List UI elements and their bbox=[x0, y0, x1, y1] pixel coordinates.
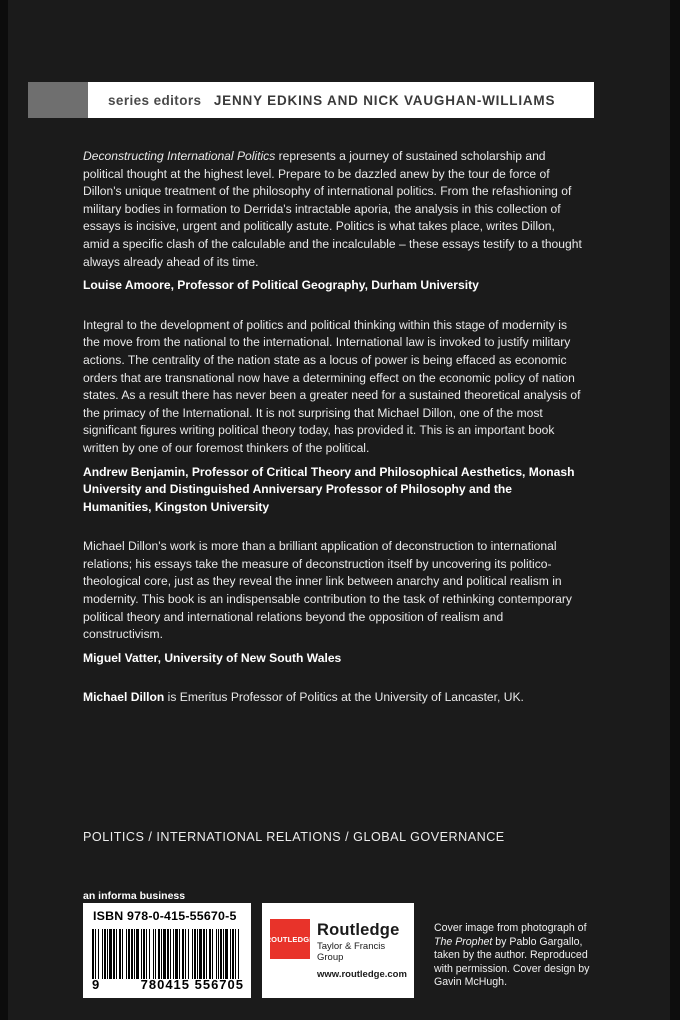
isbn-barcode-box bbox=[83, 903, 251, 998]
author-bio-text: is Emeritus Professor of Politics at the University of Lancaster, UK. bbox=[164, 690, 524, 705]
review-text: represents a journey of sustained scholarship and political thought at the highest level. Prepare to be dazzled anew by the tour de force of Dillon's unique treatment of the philosophy of international politics. From the refashioning of military bodies in formation to Derrida's intractable aporia, the analysis in this collection of essays is incisive, urgent and politically astute. Politics is what takes place, writes Dillon, amid a specific clash of the calculable and the incalculable – these essays testify to a thought always already ahead of its time. bbox=[83, 149, 582, 269]
cover-image-credit bbox=[434, 922, 594, 990]
barcode-digit-right: 780415 556705 bbox=[140, 977, 244, 992]
review-paragraph: Integral to the development of politics and political thinking within this stage of modernity is the move from the national to the international. International law is invoked to justify military actions. The centrality of the nation state as a locus of power is being effaced as economic orders that are transnational now have a determining effect on the economic policy of nation states. As a result there has never been a greater need for a sustained theoretical analysis of the primacy of the International. It is not surprising that Michael Dillon, one of the most significant figures writing political theory today, has provided it. This is an important book written by one of our foremost thinkers of the political. bbox=[83, 317, 581, 455]
author-name: Michael Dillon bbox=[83, 690, 165, 705]
barcode-digit-left: 9 bbox=[92, 977, 101, 992]
series-editors-names: JENNY EDKINS AND NICK VAUGHAN-WILLIAMS bbox=[213, 92, 556, 108]
credit-line2: by Pablo Gargallo, taken by the author. Reproduced with permission. Cover design by Gavin McHugh. bbox=[434, 935, 590, 989]
credit-italic-title: The Prophet bbox=[434, 935, 493, 948]
credit-line1: Cover image from photograph of bbox=[434, 922, 587, 934]
review-attribution: Louise Amoore, Professor of Political Geography, Durham University bbox=[83, 278, 479, 293]
review-paragraph: Michael Dillon's work is more than a brilliant application of deconstruction to international relations; his essays take the measure of deconstruction itself by uncovering its politico-theological core, just as they reveal the inner link between anarchy and political realism in modernity. This book is an indispensable contribution to the task of rethinking contemporary political theory and international relations beyond the opposition of realism and constructivism. bbox=[83, 539, 572, 642]
band-grey-block bbox=[28, 82, 88, 118]
barcode-digits bbox=[92, 977, 244, 992]
review-attribution: Andrew Benjamin, Professor of Critical Theory and Philosophical Aesthetics, Monash University and Distinguished Anniversary Professor of Philosophy and the Humanities, Kingston University bbox=[83, 464, 575, 514]
routledge-url: www.routledge.com bbox=[317, 969, 407, 980]
routledge-subtitle: Taylor & Francis Group bbox=[317, 941, 386, 963]
spine-strip bbox=[0, 0, 8, 1020]
series-editors-band bbox=[28, 82, 594, 118]
routledge-logo-box bbox=[262, 903, 414, 998]
subject-category-line: POLITICS / INTERNATIONAL RELATIONS / GLOBAL GOVERNANCE bbox=[83, 830, 505, 844]
review-attribution: Miguel Vatter, University of New South Wales bbox=[83, 650, 342, 665]
blurb-column bbox=[83, 148, 583, 707]
barcode-graphic bbox=[92, 929, 242, 979]
isbn-text: ISBN 978-0-415-55670-5 bbox=[93, 909, 237, 923]
routledge-name: Routledge bbox=[317, 921, 400, 939]
book-title-italic: Deconstructing International Politics bbox=[83, 149, 276, 163]
routledge-mark-icon: ROUTLEDGE bbox=[270, 919, 310, 959]
review-paragraph bbox=[83, 148, 583, 271]
informa-label: an informa business bbox=[83, 890, 186, 902]
right-edge-strip bbox=[670, 0, 680, 1020]
series-editors-text bbox=[88, 93, 555, 108]
series-editors-label: series editors bbox=[108, 92, 202, 108]
author-bio bbox=[83, 689, 583, 707]
